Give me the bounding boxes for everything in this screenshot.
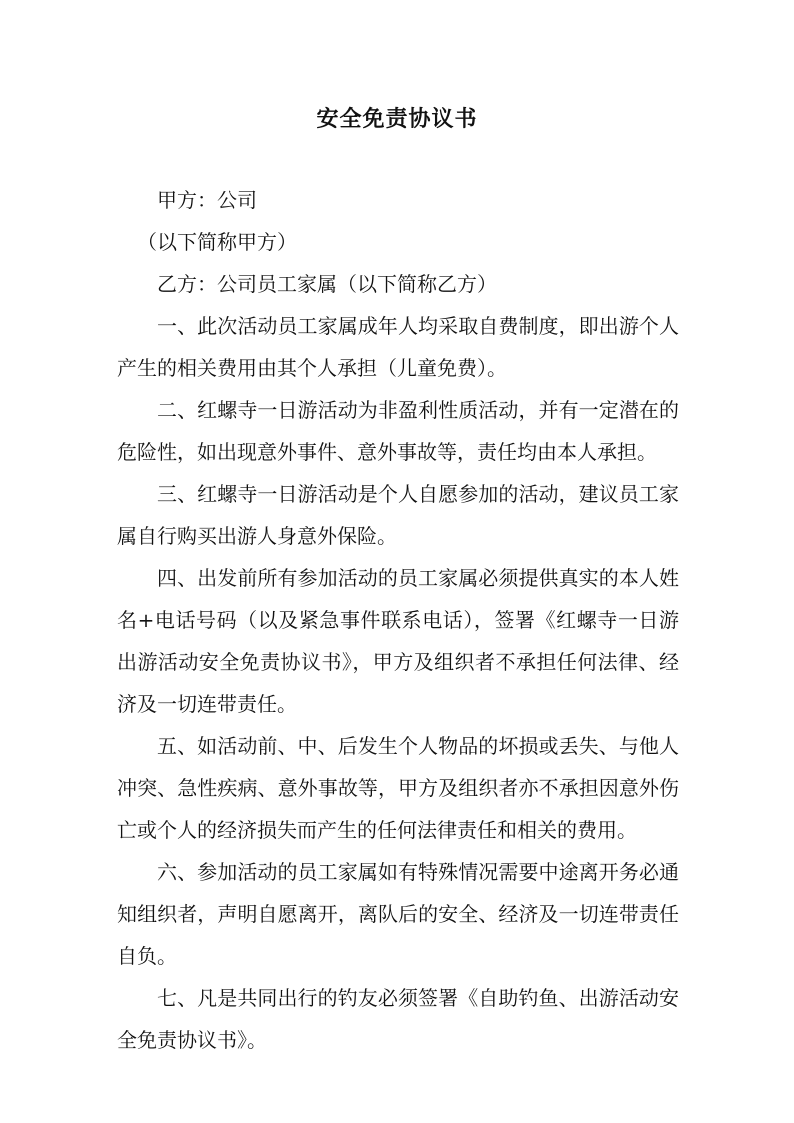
- party-b: 乙方：公司员工家属（以下简称乙方）: [157, 272, 497, 296]
- party-a-note: （以下简称甲方）: [137, 230, 297, 254]
- document-body: [117, 179, 679, 1061]
- clause-4: 四、出发前所有参加活动的员工家属必须提供真实的本人姓名+电话号码（以及紧急事件联系电话），签署《红螺寺一日游出游活动安全免责协议书》，甲方及组织者不承担任何法律、经济及一切连带责任。: [117, 566, 679, 716]
- document-title: 安全免责协议书: [316, 106, 478, 132]
- clause-2: 二、红螺寺一日游活动为非盈利性质活动，并有一定潜在的危险性，如出现意外事件、意外事故等，责任均由本人承担。: [117, 398, 679, 464]
- clause-7: 七、凡是共同出行的钓友必须签署《自助钓鱼、出游活动安全免责协议书》。: [117, 986, 679, 1052]
- clause-1: 一、此次活动员工家属成年人均采取自费制度，即出游个人产生的相关费用由其个人承担（儿童免费）。: [117, 314, 679, 380]
- clause-5: 五、如活动前、中、后发生个人物品的坏损或丢失、与他人冲突、急性疾病、意外事故等，甲方及组织者亦不承担因意外伤亡或个人的经济损失而产生的任何法律责任和相关的费用。: [117, 734, 679, 842]
- clause-3: 三、红螺寺一日游活动是个人自愿参加的活动，建议员工家属自行购买出游人身意外保险。: [117, 482, 679, 548]
- clause-6: 六、参加活动的员工家属如有特殊情况需要中途离开务必通知组织者，声明自愿离开，离队后的安全、经济及一切连带责任自负。: [117, 860, 679, 968]
- party-a: 甲方：公司: [157, 188, 257, 212]
